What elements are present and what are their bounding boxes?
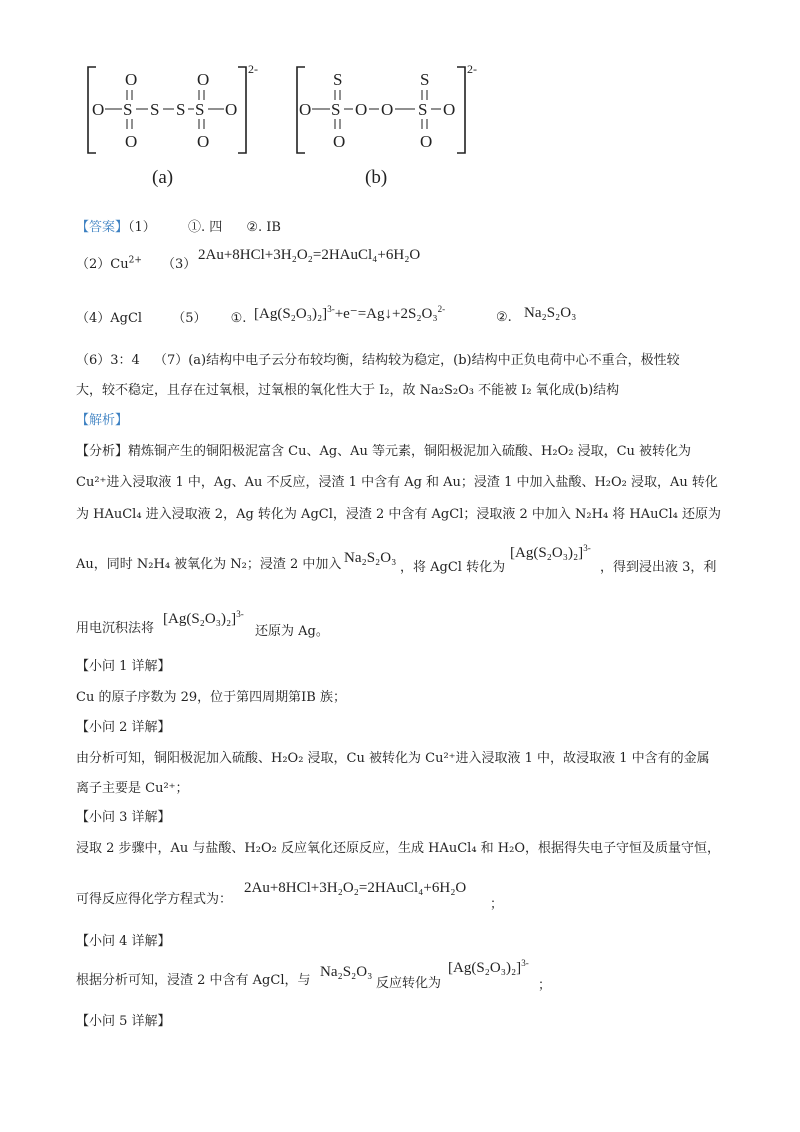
sub4-title: 【小问 4 详解】	[76, 934, 171, 949]
b-atom-5: S	[418, 100, 428, 119]
answer-q4: （4）AgCl	[76, 311, 143, 326]
answer-q3: （3）	[162, 257, 197, 272]
sub2-line2: 离子主要是 Cu²⁺；	[76, 781, 189, 796]
b-top-left-atom: S	[333, 70, 343, 89]
a-atom-5: S	[195, 100, 205, 119]
sub4-complex: $[Ag(S_2O_3)_2]^{3-}$	[448, 958, 529, 976]
answer-q1: （1）	[128, 220, 156, 235]
a-atom-1: O	[92, 100, 105, 119]
analysis-line-1: 【分析】精炼铜产生的铜阳极泥富含 Cu、Ag、Au 等元素，铜阳极泥加入硫酸、H₂O₂ 浸取，Cu 被转化为	[76, 444, 692, 459]
sub1-title: 【小问 1 详解】	[76, 659, 171, 674]
sub2-line1: 由分析可知，铜阳极泥加入硫酸、H₂O₂ 浸取，Cu 被转化为 Cu²⁺进入浸取液 1 中，故浸取液 1 中含有的金属	[76, 751, 710, 766]
answer-q5-b-formula: Na₂S₂O₃	[524, 305, 577, 321]
sub3-equation: 2Au+8HCl+3H₂O₂=2HAuCl₄+6H₂O	[244, 880, 467, 896]
a-top-right-atom: O	[197, 70, 210, 89]
analysis-line-2: Cu²⁺进入浸取液 1 中，Ag、Au 不反应，浸渣 1 中含有 Ag 和 Au；浸渣 1 中加入盐酸、H₂O₂ 浸取，Au 转化	[76, 475, 718, 490]
answer-q5: （5）	[172, 311, 207, 326]
answer-line-2	[76, 256, 196, 274]
a-bottom-left-atom: O	[125, 132, 138, 151]
answer-line-3	[76, 310, 246, 328]
answer-q6: （6）3：4	[76, 353, 140, 368]
b-atom-2: S	[331, 100, 341, 119]
analysis-complex-1: $[Ag(S_2O_3)_2]^{3-}$	[510, 543, 591, 561]
analysis-line-4: Au，同时 N₂H₄ 被氧化为 N₂；浸渣 2 中加入	[76, 557, 342, 572]
a-atom-6: O	[225, 100, 238, 119]
structure-a	[88, 62, 258, 188]
answer-q1-a: ①. 四	[187, 220, 223, 235]
answer-q7-line1: （7）(a)结构中电子云分布较均衡，结构较为稳定，(b)结构中正负电荷中心不重合，极性较	[153, 353, 680, 368]
b-label: (b)	[365, 167, 388, 188]
sub1-text: Cu 的原子序数为 29，位于第四周期第ⅠB 族；	[76, 690, 346, 705]
analysis-line-3: 为 HAuCl₄ 进入浸取液 2，Ag 转化为 AgCl，浸渣 2 中含有 AgCl；浸取液 2 中加入 N₂H₄ 将 HAuCl₄ 还原为	[76, 507, 721, 522]
structure-b	[297, 62, 477, 188]
a-atom-3: S	[150, 100, 160, 119]
answer-q6-q7-line	[76, 352, 680, 370]
sub4-na2s2o3: Na₂S₂O₃	[320, 964, 373, 980]
answer-q3-equation: 2Au+8HCl+3H₂O₂=2HAuCl₄+6H₂O	[198, 247, 421, 263]
analysis-line-4b: ，将 AgCl 转化为	[400, 560, 506, 575]
b-atom-1: O	[299, 100, 312, 119]
answer-line-1	[76, 219, 281, 237]
analysis-line-4c: ，得到浸出液 3，利	[600, 560, 717, 575]
b-bottom-left-atom: O	[333, 132, 346, 151]
b-charge: 2-	[467, 62, 477, 76]
a-atom-4: S	[176, 100, 186, 119]
sub3-title: 【小问 3 详解】	[76, 810, 171, 825]
jiexi-tag: 【解析】	[76, 413, 129, 428]
b-atom-4: O	[381, 100, 394, 119]
thiosulfate-structures-figure	[70, 55, 490, 195]
sub3-line1: 浸取 2 步骤中，Au 与盐酸、H₂O₂ 反应氧化还原反应，生成 HAuCl₄ 和 H₂O，根据得失电子守恒及质量守恒，	[76, 841, 720, 856]
sub4-line1b: 反应转化为	[376, 976, 442, 991]
answer-q2-sup: 2+	[128, 255, 142, 266]
complex-formula: [Ag(S₂O₃)₂]	[254, 306, 328, 322]
a-atom-2: S	[123, 100, 133, 119]
sub4-semicolon: ；	[538, 978, 552, 993]
answer-q5-b: ②.	[496, 310, 512, 325]
answer-q1-b: ②. ⅠB	[246, 220, 281, 235]
a-label: (a)	[152, 167, 174, 188]
answer-q5-a: ①.	[230, 311, 247, 326]
b-atom-3: O	[355, 100, 368, 119]
answer-q2: （2）Cu	[76, 257, 129, 272]
analysis-line-5: 用电沉积法将	[76, 621, 155, 636]
a-charge: 2-	[248, 62, 258, 76]
a-bottom-right-atom: O	[197, 132, 210, 151]
answer-q5-equation: $[Ag(S_2O_3)_2]^{3-}+e^-=Ag↓+2S_2O_3^{2-}$	[254, 304, 446, 322]
sub3-semicolon: ；	[490, 897, 504, 912]
b-top-right-atom: S	[420, 70, 430, 89]
sub4-line1: 根据分析可知，浸渣 2 中含有 AgCl，与	[76, 973, 311, 988]
b-atom-6: O	[443, 100, 456, 119]
b-bottom-right-atom: O	[420, 132, 433, 151]
analysis-na2s2o3: Na₂S₂O₃	[344, 550, 397, 566]
sub3-line2: 可得反应得化学方程式为：	[76, 892, 233, 907]
answer-tag: 【答案】	[76, 220, 129, 235]
sub2-title: 【小问 2 详解】	[76, 720, 171, 735]
analysis-line-5b: 还原为 Ag。	[255, 624, 329, 639]
analysis-complex-2: $[Ag(S_2O_3)_2]^{3-}$	[163, 609, 244, 627]
sub5-title: 【小问 5 详解】	[76, 1014, 171, 1029]
answer-q7-line2: 大，较不稳定，且存在过氧根，过氧根的氧化性大于 I₂，故 Na₂S₂O₃ 不能被 I₂ 氧化成(b)结构	[76, 383, 620, 398]
a-top-left-atom: O	[125, 70, 138, 89]
